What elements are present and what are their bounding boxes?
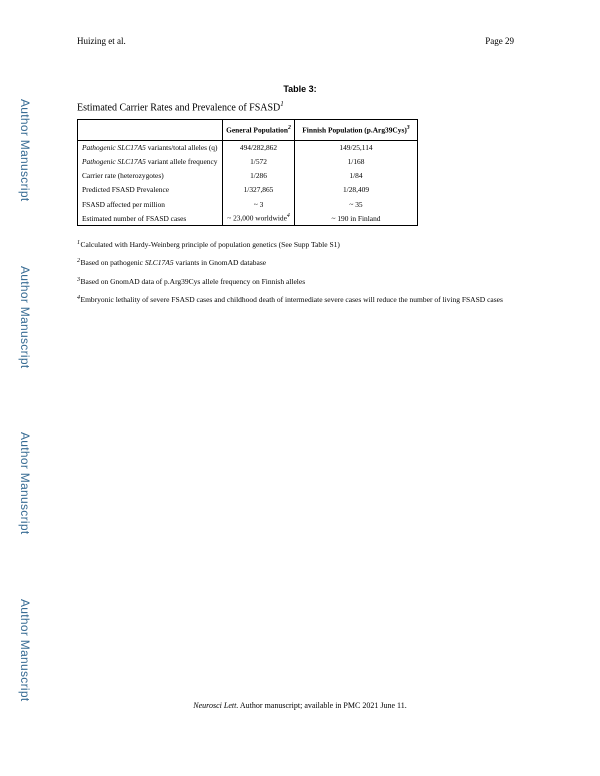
author-manuscript-watermark: Author Manuscript bbox=[18, 599, 32, 702]
footnote-2: $^2$Based on pathogenic SLC17A5 variants in GnomAD database bbox=[77, 258, 267, 267]
table-title-footnote-marker: 1 bbox=[280, 100, 284, 108]
footnote-1: $^1$Calculated with Hardy-Weinberg principle of population genetics (See Supp Table S1) bbox=[77, 240, 340, 249]
cell-finnish: 1/84 bbox=[295, 169, 418, 183]
row-label: Carrier rate (heterozygotes) bbox=[82, 171, 164, 181]
cell-general: 1/572 bbox=[223, 155, 295, 169]
table-title-text: Estimated Carrier Rates and Prevalence of FSASD bbox=[77, 102, 281, 114]
journal-citation-footer bbox=[0, 701, 600, 710]
table-row bbox=[78, 197, 418, 211]
cell-general: 494/282,862 bbox=[223, 141, 295, 155]
header-cell-finnish-population: Finnish Population $(p.Arg39Cys)^3$ bbox=[295, 120, 418, 141]
table-row bbox=[78, 141, 418, 155]
cell-general: 1/327,865 bbox=[223, 183, 295, 197]
citation-text: Author manuscript; available in PMC 2021 June 11. bbox=[238, 701, 407, 710]
cell-finnish: 1/168 bbox=[295, 155, 418, 169]
cell-general: 1/286 bbox=[223, 169, 295, 183]
table-row bbox=[78, 155, 418, 169]
header-cell-general-population: General Population$^2$ bbox=[223, 120, 295, 141]
cell-finnish: 149/25,114 bbox=[295, 141, 418, 155]
running-head-authors: Huizing et al. bbox=[77, 36, 126, 46]
footnote-marker: 2 bbox=[287, 125, 291, 132]
table-row bbox=[78, 211, 418, 225]
running-head-page-number: Page 29 bbox=[485, 36, 514, 46]
table-title bbox=[77, 100, 284, 113]
header-cell-empty bbox=[78, 120, 223, 141]
footnote-marker: 4 bbox=[286, 213, 290, 220]
cell-finnish: ~ 190 in Finland bbox=[295, 211, 418, 225]
footnote-4: $^4$Embryonic lethality of severe FSASD cases and childhood death of intermediate severe cases will reduce the number of living FSASD cases bbox=[77, 295, 503, 304]
table-number-label: Table 3: bbox=[283, 84, 317, 94]
author-manuscript-watermark: Author Manuscript bbox=[18, 99, 32, 202]
author-manuscript-watermark: Author Manuscript bbox=[18, 432, 32, 535]
cell-general: ~ 3 bbox=[223, 197, 295, 211]
row-label: FSASD affected per million bbox=[82, 199, 165, 209]
author-manuscript-watermark: Author Manuscript bbox=[18, 266, 32, 369]
running-head bbox=[77, 36, 514, 46]
cell-general: ~ 23,000 worldwide$^4$ bbox=[223, 211, 295, 225]
table-header-row bbox=[78, 120, 418, 141]
row-label: Pathogenic SLC17A5 variants/total alleles (q) bbox=[82, 143, 218, 153]
carrier-rates-table bbox=[77, 119, 418, 226]
cell-finnish: ~ 35 bbox=[295, 197, 418, 211]
cell-finnish: 1/28,409 bbox=[295, 183, 418, 197]
journal-name: Neurosci Lett. bbox=[193, 701, 239, 710]
footnote-marker: 3 bbox=[406, 125, 410, 132]
footnote-3: $^3$Based on GnomAD data of p.Arg39Cys allele frequency on Finnish alleles bbox=[77, 277, 306, 286]
row-label: Estimated number of FSASD cases bbox=[82, 213, 187, 223]
row-label: Pathogenic SLC17A5 variant allele frequency bbox=[82, 157, 218, 167]
table-row bbox=[78, 183, 418, 197]
table-row bbox=[78, 169, 418, 183]
row-label: Predicted FSASD Prevalence bbox=[82, 185, 170, 195]
